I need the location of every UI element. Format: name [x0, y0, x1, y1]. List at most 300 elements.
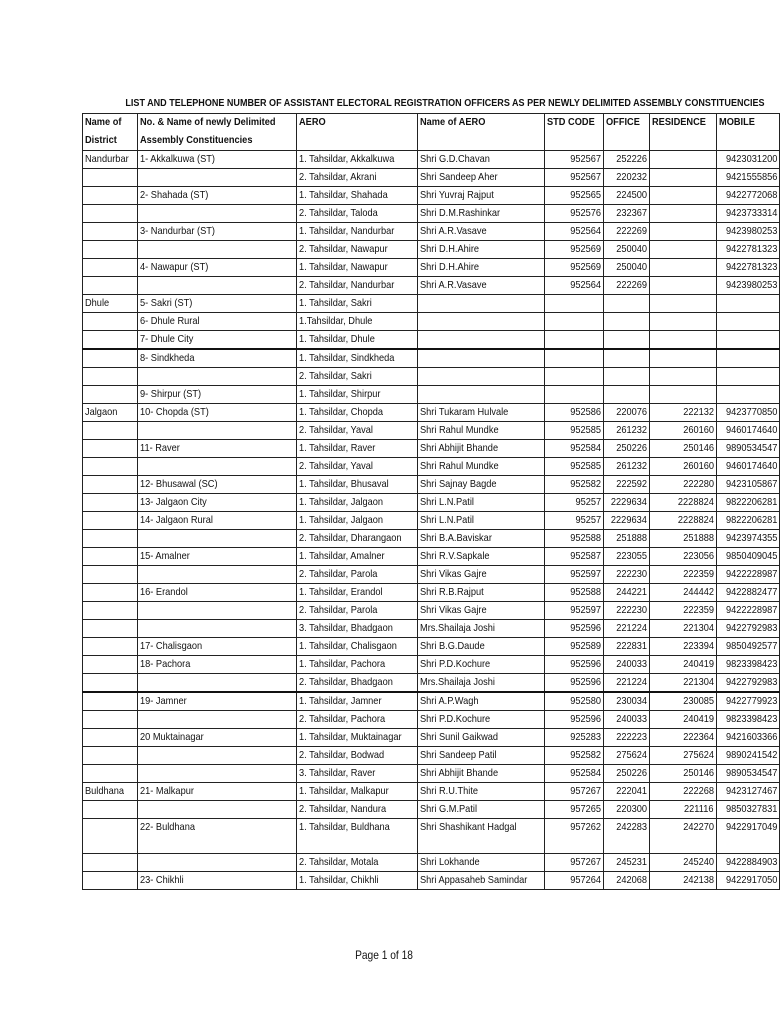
aero-name-cell: Shri B.A.Baviskar — [418, 530, 545, 548]
table-row — [83, 241, 780, 259]
office-phone-cell: 222831 — [604, 638, 650, 656]
constituency-cell — [137, 169, 296, 187]
table-row — [83, 458, 780, 476]
header-blank — [545, 132, 604, 151]
district-cell: Buldhana — [83, 783, 138, 801]
office-phone-cell — [604, 386, 650, 404]
aero-cell: 1.Tahsildar, Dhule — [296, 313, 418, 331]
header-blank — [604, 132, 650, 151]
header-blank — [716, 132, 779, 151]
table-row — [83, 747, 780, 765]
aero-cell: 2. Tahsildar, Bhadgaon — [296, 674, 418, 693]
mobile-cell: 9422228987 — [716, 602, 779, 620]
constituency-cell: 16- Erandol — [137, 584, 296, 602]
std-code-cell: 952567 — [545, 151, 604, 169]
residence-phone-cell: 222359 — [650, 602, 716, 620]
aero-name-cell: Shri L.N.Patil — [418, 512, 545, 530]
std-code-cell — [545, 368, 604, 386]
office-phone-cell: 250040 — [604, 259, 650, 277]
std-code-cell: 952564 — [545, 223, 604, 241]
constituency-cell: 20 Muktainagar — [137, 729, 296, 747]
header-row-2 — [83, 132, 780, 151]
header-blank — [296, 132, 418, 151]
aero-name-cell: Shri Abhijit Bhande — [418, 440, 545, 458]
aero-cell: 2. Tahsildar, Pachora — [296, 711, 418, 729]
std-code-cell: 95257 — [545, 494, 604, 512]
office-phone-cell: 250040 — [604, 241, 650, 259]
table-row — [83, 729, 780, 747]
district-cell — [83, 801, 138, 819]
aero-cell: 3. Tahsildar, Raver — [296, 765, 418, 783]
aero-cell: 1. Tahsildar, Shirpur — [296, 386, 418, 404]
district-cell — [83, 205, 138, 223]
district-cell — [83, 313, 138, 331]
mobile-cell: 9422781323 — [716, 241, 779, 259]
residence-phone-cell — [650, 205, 716, 223]
office-phone-cell: 222269 — [604, 223, 650, 241]
residence-phone-cell — [650, 331, 716, 350]
mobile-cell: 9423770850 — [716, 404, 779, 422]
constituency-cell: 6- Dhule Rural — [137, 313, 296, 331]
constituency-cell: 5- Sakri (ST) — [137, 295, 296, 313]
office-phone-cell: 221224 — [604, 674, 650, 693]
table-row — [83, 674, 780, 693]
constituency-cell — [137, 711, 296, 729]
table-row — [83, 692, 780, 711]
aero-cell: 2. Tahsildar, Akrani — [296, 169, 418, 187]
mobile-cell — [716, 313, 779, 331]
table-row — [83, 223, 780, 241]
mobile-cell: 9460174640 — [716, 458, 779, 476]
constituency-cell — [137, 241, 296, 259]
aero-cell: 2. Tahsildar, Parola — [296, 602, 418, 620]
mobile-cell: 9850409045 — [716, 548, 779, 566]
office-phone-cell: 223055 — [604, 548, 650, 566]
table-row — [83, 494, 780, 512]
constituency-cell — [137, 566, 296, 584]
residence-phone-cell: 223056 — [650, 548, 716, 566]
aero-cell: 1. Tahsildar, Jalgaon — [296, 512, 418, 530]
aero-name-cell: Shri Yuvraj Rajput — [418, 187, 545, 205]
aero-cell: 2. Tahsildar, Yaval — [296, 458, 418, 476]
district-cell — [83, 620, 138, 638]
residence-phone-cell: 250146 — [650, 765, 716, 783]
aero-cell: 1. Tahsildar, Bhusaval — [296, 476, 418, 494]
district-cell — [83, 530, 138, 548]
office-phone-cell: 220300 — [604, 801, 650, 819]
aero-name-cell: Shri R.B.Rajput — [418, 584, 545, 602]
table-row — [83, 602, 780, 620]
aero-cell: 2. Tahsildar, Sakri — [296, 368, 418, 386]
aero-name-cell: Shri Shashikant Hadgal — [418, 819, 545, 854]
aero-name-cell: Shri Sandeep Patil — [418, 747, 545, 765]
residence-phone-cell — [650, 313, 716, 331]
residence-phone-cell: 240419 — [650, 656, 716, 674]
district-cell — [83, 692, 138, 711]
district-cell — [83, 223, 138, 241]
std-code-cell: 952588 — [545, 584, 604, 602]
aero-cell: 1. Tahsildar, Jamner — [296, 692, 418, 711]
table-row — [83, 440, 780, 458]
mobile-cell: 9460174640 — [716, 422, 779, 440]
district-cell — [83, 674, 138, 693]
mobile-cell — [716, 368, 779, 386]
district-cell — [83, 494, 138, 512]
constituency-cell: 22- Buldhana — [137, 819, 296, 854]
residence-phone-cell — [650, 151, 716, 169]
constituency-cell — [137, 458, 296, 476]
constituency-cell — [137, 530, 296, 548]
residence-phone-cell — [650, 169, 716, 187]
residence-phone-cell: 221304 — [650, 674, 716, 693]
aero-cell: 1. Tahsildar, Buldhana — [296, 819, 418, 854]
mobile-cell: 9423031200 — [716, 151, 779, 169]
district-cell — [83, 566, 138, 584]
mobile-cell: 9822206281 — [716, 512, 779, 530]
table-row — [83, 386, 780, 404]
std-code-cell: 952584 — [545, 765, 604, 783]
aero-name-cell: Shri Vikas Gajre — [418, 566, 545, 584]
std-code-cell: 952585 — [545, 458, 604, 476]
aero-cell: 2. Tahsildar, Yaval — [296, 422, 418, 440]
mobile-cell: 9423733314 — [716, 205, 779, 223]
district-cell — [83, 656, 138, 674]
std-code-cell: 952596 — [545, 711, 604, 729]
aero-name-cell: Shri Sandeep Aher — [418, 169, 545, 187]
std-code-cell: 952564 — [545, 277, 604, 295]
office-phone-cell: 222041 — [604, 783, 650, 801]
constituency-cell — [137, 602, 296, 620]
aero-cell: 1. Tahsildar, Chopda — [296, 404, 418, 422]
header-name-of-aero: Name of AERO — [418, 114, 545, 133]
district-cell — [83, 169, 138, 187]
table-row — [83, 205, 780, 223]
aero-name-cell: Shri R.U.Thite — [418, 783, 545, 801]
aero-name-cell — [418, 386, 545, 404]
table-row — [83, 169, 780, 187]
aero-cell: 1. Tahsildar, Pachora — [296, 656, 418, 674]
page-title: LIST AND TELEPHONE NUMBER OF ASSISTANT ELECTORAL REGISTRATION OFFICERS AS PER NEWLY DELIMITED ASSEMBLY CONSTITUENCIES — [125, 97, 765, 109]
constituency-cell: 10- Chopda (ST) — [137, 404, 296, 422]
residence-phone-cell: 222359 — [650, 566, 716, 584]
constituency-cell: 17- Chalisgaon — [137, 638, 296, 656]
mobile-cell: 9890534547 — [716, 440, 779, 458]
header-aero: AERO — [296, 114, 418, 133]
office-phone-cell: 242068 — [604, 872, 650, 890]
table-row — [83, 638, 780, 656]
constituency-cell: 19- Jamner — [137, 692, 296, 711]
constituency-cell — [137, 801, 296, 819]
aero-name-cell: Shri R.V.Sapkale — [418, 548, 545, 566]
std-code-cell: 952597 — [545, 602, 604, 620]
mobile-cell: 9423980253 — [716, 223, 779, 241]
table-row — [83, 259, 780, 277]
residence-phone-cell: 2228824 — [650, 512, 716, 530]
std-code-cell: 95257 — [545, 512, 604, 530]
table-row — [83, 656, 780, 674]
district-cell — [83, 711, 138, 729]
std-code-cell: 957262 — [545, 819, 604, 854]
page-footer: Page 1 of 18 — [355, 948, 413, 962]
table-row — [83, 530, 780, 548]
office-phone-cell: 222269 — [604, 277, 650, 295]
table-row — [83, 566, 780, 584]
table-body — [83, 151, 780, 890]
office-phone-cell: 220232 — [604, 169, 650, 187]
residence-phone-cell — [650, 259, 716, 277]
constituency-cell — [137, 422, 296, 440]
residence-phone-cell: 244442 — [650, 584, 716, 602]
residence-phone-cell: 250146 — [650, 440, 716, 458]
mobile-cell: 9421555856 — [716, 169, 779, 187]
aero-name-cell: Shri B.G.Daude — [418, 638, 545, 656]
aero-cell: 1. Tahsildar, Sakri — [296, 295, 418, 313]
constituency-cell: 14- Jalgaon Rural — [137, 512, 296, 530]
constituency-cell: 15- Amalner — [137, 548, 296, 566]
office-phone-cell — [604, 331, 650, 350]
header-row — [83, 114, 780, 133]
std-code-cell: 952596 — [545, 674, 604, 693]
aero-name-cell: Shri Vikas Gajre — [418, 602, 545, 620]
mobile-cell — [716, 295, 779, 313]
aero-name-cell: Shri P.D.Kochure — [418, 711, 545, 729]
district-cell: Jalgaon — [83, 404, 138, 422]
residence-phone-cell: 221304 — [650, 620, 716, 638]
residence-phone-cell: 223394 — [650, 638, 716, 656]
mobile-cell: 9421603366 — [716, 729, 779, 747]
office-phone-cell: 240033 — [604, 656, 650, 674]
district-cell — [83, 819, 138, 854]
aero-cell: 2. Tahsildar, Nandurbar — [296, 277, 418, 295]
aero-name-cell: Shri Sunil Gaikwad — [418, 729, 545, 747]
aero-cell: 1. Tahsildar, Chikhli — [296, 872, 418, 890]
std-code-cell — [545, 349, 604, 368]
table-row — [83, 368, 780, 386]
table-row — [83, 422, 780, 440]
office-phone-cell: 252226 — [604, 151, 650, 169]
aero-name-cell: Shri G.D.Chavan — [418, 151, 545, 169]
aero-cell: 2. Tahsildar, Motala — [296, 854, 418, 872]
office-phone-cell: 261232 — [604, 422, 650, 440]
constituency-cell: 11- Raver — [137, 440, 296, 458]
std-code-cell — [545, 386, 604, 404]
mobile-cell: 9423127467 — [716, 783, 779, 801]
table-row — [83, 512, 780, 530]
table-row — [83, 872, 780, 890]
aero-name-cell: Mrs.Shailaja Joshi — [418, 674, 545, 693]
office-phone-cell: 244221 — [604, 584, 650, 602]
header-blank — [418, 132, 545, 151]
district-cell — [83, 422, 138, 440]
std-code-cell: 952576 — [545, 205, 604, 223]
office-phone-cell — [604, 295, 650, 313]
std-code-cell: 925283 — [545, 729, 604, 747]
aero-name-cell: Mrs.Shailaja Joshi — [418, 620, 545, 638]
district-cell — [83, 747, 138, 765]
residence-phone-cell: 260160 — [650, 458, 716, 476]
district-cell: Dhule — [83, 295, 138, 313]
constituency-cell: 8- Sindkheda — [137, 349, 296, 368]
std-code-cell: 952567 — [545, 169, 604, 187]
std-code-cell: 952587 — [545, 548, 604, 566]
aero-cell: 1. Tahsildar, Erandol — [296, 584, 418, 602]
constituency-cell — [137, 674, 296, 693]
office-phone-cell — [604, 349, 650, 368]
residence-phone-cell: 251888 — [650, 530, 716, 548]
office-phone-cell — [604, 368, 650, 386]
mobile-cell: 9823398423 — [716, 656, 779, 674]
aero-name-cell: Shri A.R.Vasave — [418, 277, 545, 295]
mobile-cell: 9850492577 — [716, 638, 779, 656]
office-phone-cell: 222223 — [604, 729, 650, 747]
aero-cell: 3. Tahsildar, Bhadgaon — [296, 620, 418, 638]
std-code-cell: 952586 — [545, 404, 604, 422]
district-cell — [83, 331, 138, 350]
std-code-cell — [545, 331, 604, 350]
aero-name-cell: Shri G.M.Patil — [418, 801, 545, 819]
aero-name-cell: Shri Appasaheb Samindar — [418, 872, 545, 890]
aero-name-cell: Shri Abhijit Bhande — [418, 765, 545, 783]
std-code-cell: 952597 — [545, 566, 604, 584]
residence-phone-cell: 222268 — [650, 783, 716, 801]
std-code-cell: 952585 — [545, 422, 604, 440]
aero-table — [82, 113, 780, 890]
constituency-cell — [137, 205, 296, 223]
mobile-cell: 9422228987 — [716, 566, 779, 584]
aero-cell: 1. Tahsildar, Nandurbar — [296, 223, 418, 241]
constituency-cell: 9- Shirpur (ST) — [137, 386, 296, 404]
district-cell — [83, 854, 138, 872]
constituency-cell — [137, 277, 296, 295]
aero-cell: 2. Tahsildar, Parola — [296, 566, 418, 584]
office-phone-cell: 220076 — [604, 404, 650, 422]
aero-cell: 1. Tahsildar, Malkapur — [296, 783, 418, 801]
district-cell — [83, 729, 138, 747]
office-phone-cell — [604, 313, 650, 331]
residence-phone-cell — [650, 241, 716, 259]
aero-name-cell — [418, 368, 545, 386]
header-residence: RESIDENCE — [650, 114, 716, 133]
constituency-cell: 12- Bhusawal (SC) — [137, 476, 296, 494]
table-row — [83, 404, 780, 422]
office-phone-cell: 245231 — [604, 854, 650, 872]
residence-phone-cell: 240419 — [650, 711, 716, 729]
residence-phone-cell — [650, 386, 716, 404]
table-row — [83, 548, 780, 566]
residence-phone-cell — [650, 223, 716, 241]
residence-phone-cell: 242138 — [650, 872, 716, 890]
std-code-cell: 957267 — [545, 783, 604, 801]
office-phone-cell: 232367 — [604, 205, 650, 223]
aero-cell: 2. Tahsildar, Bodwad — [296, 747, 418, 765]
district-cell — [83, 476, 138, 494]
mobile-cell: 9423980253 — [716, 277, 779, 295]
aero-name-cell: Shri Rahul Mundke — [418, 458, 545, 476]
district-cell — [83, 458, 138, 476]
std-code-cell: 952565 — [545, 187, 604, 205]
residence-phone-cell: 260160 — [650, 422, 716, 440]
residence-phone-cell: 222280 — [650, 476, 716, 494]
constituency-cell — [137, 620, 296, 638]
header-district: Name of — [83, 114, 138, 133]
residence-phone-cell — [650, 277, 716, 295]
constituency-cell: 13- Jalgaon City — [137, 494, 296, 512]
district-cell — [83, 512, 138, 530]
mobile-cell — [716, 349, 779, 368]
office-phone-cell: 222230 — [604, 602, 650, 620]
std-code-cell: 952569 — [545, 241, 604, 259]
std-code-cell — [545, 295, 604, 313]
header-office: OFFICE — [604, 114, 650, 133]
mobile-cell — [716, 386, 779, 404]
aero-cell: 2. Tahsildar, Nandura — [296, 801, 418, 819]
aero-name-cell: Shri A.P.Wagh — [418, 692, 545, 711]
std-code-cell: 952596 — [545, 620, 604, 638]
aero-cell: 1. Tahsildar, Sindkheda — [296, 349, 418, 368]
aero-name-cell: Shri L.N.Patil — [418, 494, 545, 512]
constituency-cell: 18- Pachora — [137, 656, 296, 674]
residence-phone-cell — [650, 295, 716, 313]
mobile-cell: 9422917049 — [716, 819, 779, 854]
office-phone-cell: 250226 — [604, 440, 650, 458]
aero-name-cell: Shri Lokhande — [418, 854, 545, 872]
std-code-cell: 957265 — [545, 801, 604, 819]
aero-cell: 1. Tahsildar, Jalgaon — [296, 494, 418, 512]
table-row — [83, 476, 780, 494]
aero-cell: 1. Tahsildar, Dhule — [296, 331, 418, 350]
constituency-cell: 1- Akkalkuwa (ST) — [137, 151, 296, 169]
office-phone-cell: 230034 — [604, 692, 650, 711]
constituency-cell — [137, 368, 296, 386]
mobile-cell: 9423974355 — [716, 530, 779, 548]
std-code-cell: 957264 — [545, 872, 604, 890]
aero-name-cell: Shri Tukaram Hulvale — [418, 404, 545, 422]
table-row — [83, 819, 780, 854]
mobile-cell: 9850327831 — [716, 801, 779, 819]
table-row — [83, 783, 780, 801]
table-row — [83, 620, 780, 638]
office-phone-cell: 222592 — [604, 476, 650, 494]
district-cell — [83, 765, 138, 783]
aero-cell: 1. Tahsildar, Nawapur — [296, 259, 418, 277]
office-phone-cell: 224500 — [604, 187, 650, 205]
mobile-cell: 9890534547 — [716, 765, 779, 783]
residence-phone-cell — [650, 187, 716, 205]
aero-name-cell: Shri D.H.Ahire — [418, 241, 545, 259]
mobile-cell: 9422884903 — [716, 854, 779, 872]
table-row — [83, 854, 780, 872]
aero-cell: 1. Tahsildar, Amalner — [296, 548, 418, 566]
table-row — [83, 349, 780, 368]
header-district-2: District — [83, 132, 138, 151]
std-code-cell: 952589 — [545, 638, 604, 656]
mobile-cell: 9422792983 — [716, 620, 779, 638]
district-cell — [83, 368, 138, 386]
constituency-cell — [137, 747, 296, 765]
table-row — [83, 295, 780, 313]
district-cell: Nandurbar — [83, 151, 138, 169]
office-phone-cell: 261232 — [604, 458, 650, 476]
table-row — [83, 277, 780, 295]
district-cell — [83, 259, 138, 277]
mobile-cell: 9890241542 — [716, 747, 779, 765]
office-phone-cell: 222230 — [604, 566, 650, 584]
table-row — [83, 187, 780, 205]
district-cell — [83, 187, 138, 205]
residence-phone-cell: 242270 — [650, 819, 716, 854]
aero-name-cell — [418, 331, 545, 350]
district-cell — [83, 602, 138, 620]
